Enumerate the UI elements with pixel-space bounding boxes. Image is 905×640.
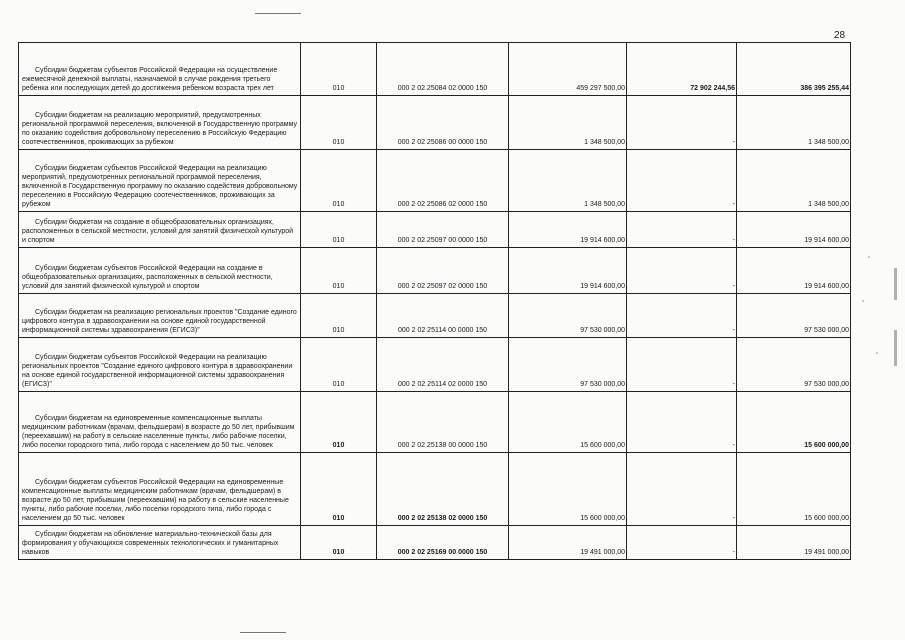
row-description: Субсидии бюджетам на обновление материально-технической базы для формирования у обучающихся современных технологических и гуманитарных навыков xyxy=(19,526,301,560)
budget-classification-code: 000 2 02 25097 00 0000 150 xyxy=(377,212,509,248)
budget-classification-code: 000 2 02 25097 02 0000 150 xyxy=(377,248,509,294)
row-description: Субсидии бюджетам на реализацию региональных проектов "Создание единого цифрового контура в здравоохранении на основе единой государственной информационной системы здравоохранения (ЕГИСЗ)" xyxy=(19,294,301,338)
amount-cell: 1 348 500,00 xyxy=(737,96,851,150)
amount-cell: 15 600 000,00 xyxy=(509,453,627,526)
table-row xyxy=(19,526,851,560)
amount-cell: 15 600 000,00 xyxy=(509,392,627,453)
amount-cell: 97 530 000,00 xyxy=(737,338,851,392)
amount-cell: 97 530 000,00 xyxy=(509,338,627,392)
admin-code-cell: 010 xyxy=(301,392,377,453)
amount-cell: 19 914 600,00 xyxy=(737,248,851,294)
amount-cell: - xyxy=(627,150,737,212)
table-row xyxy=(19,43,851,96)
budget-classification-code: 000 2 02 25086 02 0000 150 xyxy=(377,150,509,212)
amount-cell: 72 902 244,56 xyxy=(627,43,737,96)
amount-cell: - xyxy=(627,248,737,294)
budget-classification-code: 000 2 02 25138 02 0000 150 xyxy=(377,453,509,526)
row-description: Субсидии бюджетам субъектов Российской Федерации на реализацию мероприятий, предусмотренных региональной программой переселения, включенной в Государственную программу по оказанию содействия добровольному переселению в Российскую Федерацию соотечественников, проживающих за рубежом xyxy=(19,150,301,212)
budget-classification-code: 000 2 02 25086 00 0000 150 xyxy=(377,96,509,150)
table-row xyxy=(19,96,851,150)
table-row xyxy=(19,248,851,294)
admin-code-cell: 010 xyxy=(301,43,377,96)
admin-code-cell: 010 xyxy=(301,294,377,338)
budget-table-container xyxy=(18,42,850,560)
amount-cell: - xyxy=(627,96,737,150)
amount-cell: - xyxy=(627,294,737,338)
admin-code-cell: 010 xyxy=(301,96,377,150)
scan-margin-mark xyxy=(894,268,897,300)
scan-speck xyxy=(868,256,870,258)
table-row xyxy=(19,392,851,453)
budget-classification-code: 000 2 02 25138 00 0000 150 xyxy=(377,392,509,453)
admin-code-cell: 010 xyxy=(301,526,377,560)
amount-cell: - xyxy=(627,453,737,526)
admin-code-cell: 010 xyxy=(301,212,377,248)
amount-cell: 19 491 000,00 xyxy=(737,526,851,560)
row-description: Субсидии бюджетам на создание в общеобразовательных организациях, расположенных в сельской местности, условий для занятий физической культурой и спортом xyxy=(19,212,301,248)
row-description: Субсидии бюджетам субъектов Российской Федерации на реализацию региональных проектов "Создание единого цифрового контура в здравоохранении на основе единой государственной информационной системы здравоохранения (ЕГИСЗ)" xyxy=(19,338,301,392)
amount-cell: 19 491 000,00 xyxy=(509,526,627,560)
table-row xyxy=(19,212,851,248)
budget-classification-code: 000 2 02 25169 00 0000 150 xyxy=(377,526,509,560)
page-number: 28 xyxy=(834,30,846,41)
budget-classification-code: 000 2 02 25084 02 0000 150 xyxy=(377,43,509,96)
amount-cell: - xyxy=(627,212,737,248)
amount-cell: 15 600 000,00 xyxy=(737,392,851,453)
amount-cell: 15 600 000,00 xyxy=(737,453,851,526)
amount-cell: 1 348 500,00 xyxy=(509,150,627,212)
row-description: Субсидии бюджетам на реализацию мероприятий, предусмотренных региональной программой переселения, включенной в Государственную программу по оказанию содействия добровольному переселению в Российскую Федерацию соотечественников, проживающих за рубежом xyxy=(19,96,301,150)
amount-cell: 1 348 500,00 xyxy=(509,96,627,150)
amount-cell: 19 914 600,00 xyxy=(509,248,627,294)
budget-table xyxy=(18,42,851,560)
amount-cell: 1 348 500,00 xyxy=(737,150,851,212)
scan-speck xyxy=(862,300,864,302)
top-scan-rule xyxy=(255,13,301,14)
table-row xyxy=(19,150,851,212)
admin-code-cell: 010 xyxy=(301,248,377,294)
amount-cell: 386 395 255,44 xyxy=(737,43,851,96)
table-row xyxy=(19,294,851,338)
amount-cell: 19 914 600,00 xyxy=(509,212,627,248)
row-description: Субсидии бюджетам на единовременные компенсационные выплаты медицинским работникам (врачам, фельдшерам) в возрасте до 50 лет, прибывшим (переехавшим) на работу в сельские населенные пункты, либо рабочие поселки, либо поселки городского типа, либо города с населением до 50 тыс. человек xyxy=(19,392,301,453)
row-description: Субсидии бюджетам субъектов Российской Федерации на единовременные компенсационные выплаты медицинским работникам (врачам, фельдшерам) в возрасте до 50 лет, прибывшим (переехавшим) на работу в сельские населенные пункты, либо рабочие поселки, либо поселки городского типа, либо города с населением до 50 тыс. человек xyxy=(19,453,301,526)
admin-code-cell: 010 xyxy=(301,338,377,392)
admin-code-cell: 010 xyxy=(301,150,377,212)
admin-code-cell: 010 xyxy=(301,453,377,526)
budget-classification-code: 000 2 02 25114 00 0000 150 xyxy=(377,294,509,338)
scan-margin-mark xyxy=(894,330,897,366)
table-row xyxy=(19,453,851,526)
bottom-scan-rule xyxy=(240,632,286,633)
amount-cell: - xyxy=(627,338,737,392)
budget-classification-code: 000 2 02 25114 02 0000 150 xyxy=(377,338,509,392)
amount-cell: - xyxy=(627,526,737,560)
amount-cell: 459 297 500,00 xyxy=(509,43,627,96)
row-description: Субсидии бюджетам субъектов Российской Федерации на осуществление ежемесячной денежной выплаты, назначаемой в случае рождения третьего ребенка или последующих детей до достижения ребенком возраста трех лет xyxy=(19,43,301,96)
row-description: Субсидии бюджетам субъектов Российской Федерации на создание в общеобразовательных организациях, расположенных в сельской местности, условий для занятий физической культурой и спортом xyxy=(19,248,301,294)
amount-cell: 19 914 600,00 xyxy=(737,212,851,248)
amount-cell: - xyxy=(627,392,737,453)
table-row xyxy=(19,338,851,392)
amount-cell: 97 530 000,00 xyxy=(737,294,851,338)
scan-speck xyxy=(876,352,878,354)
amount-cell: 97 530 000,00 xyxy=(509,294,627,338)
